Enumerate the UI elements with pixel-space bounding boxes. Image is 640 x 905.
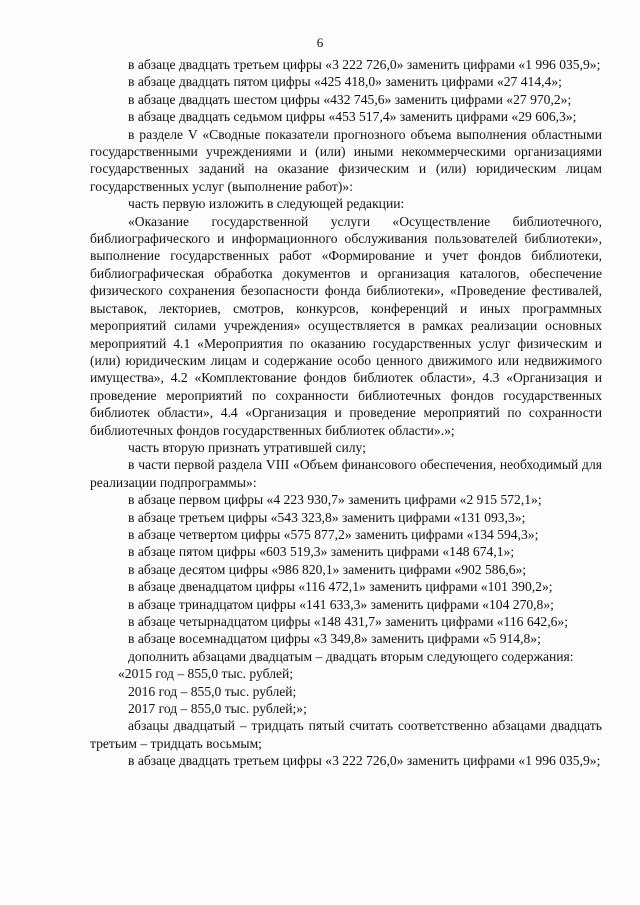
page-number: 6: [316, 35, 324, 50]
paragraph: дополнить абзацами двадцатым – двадцать вторым следующего содержания:: [128, 648, 574, 664]
paragraph: в абзаце пятом цифры «603 519,3» заменить цифрами «148 674,1»;: [128, 544, 515, 560]
paragraph: в абзаце четвертом цифры «575 877,2» заменить цифрами «134 594,3»;: [128, 526, 539, 542]
paragraph: в абзаце восемнадцатом цифры «3 349,8» заменить цифрами «5 914,8»;: [128, 631, 541, 647]
paragraph: абзацы двадцатый – тридцать пятый считать соответственно абзацами двадцать третьим – тридцать восьмым;: [90, 718, 602, 751]
paragraph: в абзаце двадцать шестом цифры «432 745,6» заменить цифрами «27 970,2»;: [128, 91, 572, 107]
paragraph: 2017 год – 855,0 тыс. рублей;»;: [128, 701, 307, 717]
paragraph: в абзаце десятом цифры «986 820,1» заменить цифрами «902 586,6»;: [128, 561, 527, 577]
paragraph: в части первой раздела VIII «Объем финансового обеспечения, необходимый для реализации подпрограммы»:: [90, 457, 602, 490]
paragraph: в абзаце четырнадцатом цифры «148 431,7» заменить цифрами «116 642,6»;: [128, 614, 568, 629]
paragraph: в абзаце двенадцатом цифры «116 472,1» заменить цифрами «101 390,2»;: [128, 579, 553, 595]
document-body: [90, 56, 602, 770]
paragraph: в абзаце тринадцатом цифры «141 633,3» заменить цифрами «104 270,8»;: [128, 596, 554, 612]
paragraph: в абзаце двадцать пятом цифры «425 418,0» заменить цифрами «27 414,4»;: [128, 74, 562, 90]
paragraph: 2016 год – 855,0 тыс. рублей;: [128, 683, 297, 699]
paragraph: часть первую изложить в следующей редакции:: [128, 196, 405, 212]
paragraph: в абзаце третьем цифры «543 323,8» заменить цифрами «131 093,3»;: [128, 509, 526, 525]
paragraph: «Оказание государственной услуги «Осуществление библиотечного, библиографического и информационного обслуживания пользователей библиотеки», выполнение государственных работ «Формирование и учет фондов библиотеки, библиографическая обработка документов и организация каталогов, обеспечение физического сохранения безопасности фонда библиотеки», «Проведение фестивалей, выставок, лекториев, смотров, конкурсов, конференций и иных программных мероприятий силами учреждения» осуществляется в рамках реализации основных мероприятий 4.1 «Мероприятия по оказанию государственных услуг физическим и (или) юридическим лицам и содержание особо ценного движимого или недвижимого имущества», 4.2 «Комплектование фондов библиотек области», 4.3 «Организация и проведение мероприятий по сохранности библиотечных фондов государственных библиотек области», 4.4 «Организация и проведение мероприятий по сохранности библиотечных фондов государственных библиотек области».»;: [90, 213, 602, 438]
paragraph: в абзаце двадцать третьем цифры «3 222 726,0» заменить цифрами «1 996 035,9»;: [128, 57, 601, 72]
paragraph: «2015 год – 855,0 тыс. рублей;: [118, 666, 294, 682]
paragraph: в абзаце первом цифры «4 223 930,7» заменить цифрами «2 915 572,1»;: [128, 492, 542, 508]
paragraph: часть вторую признать утратившей силу;: [128, 439, 366, 455]
paragraph: в абзаце двадцать третьем цифры «3 222 726,0» заменить цифрами «1 996 035,9»;: [128, 753, 601, 769]
paragraph: в разделе V «Сводные показатели прогнозного объема выполнения областными государственными учреждениями и (или) иными некоммерческими организациями государственных заданий на оказание физическим и (или) юридическим лицам государственных услуг (выполнение работ)»:: [90, 126, 602, 194]
paragraph: в абзаце двадцать седьмом цифры «453 517,4» заменить цифрами «29 606,3»;: [128, 109, 577, 125]
